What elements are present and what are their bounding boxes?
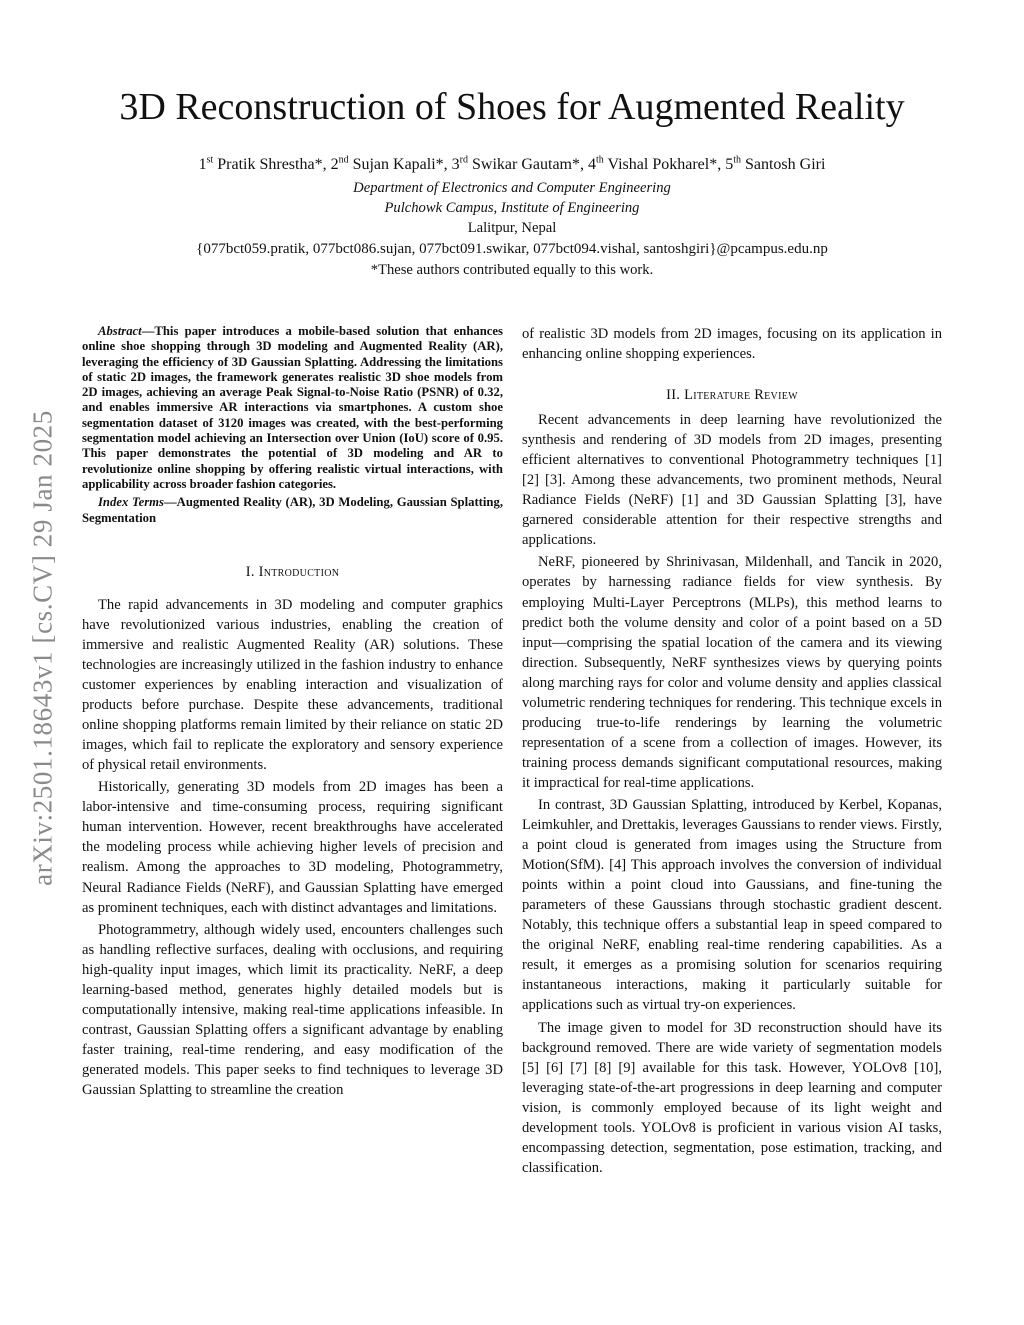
- author: 4th Vishal Pokharel*: [588, 154, 718, 173]
- left-column: [82, 324, 503, 1100]
- author: 5th Santosh Giri: [725, 154, 826, 173]
- paper-title: 3D Reconstruction of Shoes for Augmented Reality: [119, 86, 905, 128]
- abstract-text: —This paper introduces a mobile-based solution that enhances online shoe shopping through 3D modeling and Augmented Reality (AR), leveraging the efficiency of 3D Gaussian Splatting. Addressing the limitations of static 2D images, the framework generates realistic 3D shoe models from 2D images, achieving an average Peak Signal-to-Noise Ratio (PSNR) of 0.32, and enables immersive AR interactions via smartphones. A custom shoe segmentation dataset of 3120 images was created, with the best-performing segmentation model achieving an Intersection over Union (IoU) score of 0.95. This paper demonstrates the potential of 3D modeling and AR to revolutionize online shopping by offering realistic virtual interactions, with applicability across broader fashion categories.: [82, 324, 503, 491]
- paragraph: The image given to model for 3D reconstruction should have its background removed. There are wide variety of segmentation models [5] [6] [7] [8] [9] available for this task. However, YOLOv8 [10], leveraging state-of-the-art progressions in deep learning and computer vision, is commonly employed because of its light weight and development tools. YOLOv8 is proficient in various vision AI tasks, encompassing detection, segmentation, pose estimation, tracking, and classification.: [522, 1019, 942, 1176]
- paragraph: Historically, generating 3D models from 2D images has been a labor-intensive and time-consuming process, requiring significant human intervention. However, recent breakthroughs have accelerated the modeling process while achieving higher levels of precision and realism. Among the approaches to 3D modeling, Photogrammetry, Neural Radiance Fields (NeRF), and Gaussian Splatting have emerged as prominent techniques, each with distinct advantages and limitations.: [82, 779, 503, 916]
- author: 1st Pratik Shrestha*: [198, 154, 323, 173]
- author-list: 1st Pratik Shrestha*, 2nd Sujan Kapali*, 3rd Swikar Gautam*, 4th Vishal Pokharel*, 5th Santosh Giri: [198, 154, 826, 173]
- arxiv-stamp: [8, 355, 78, 940]
- section-heading-literature-review: II. Literature Review: [666, 387, 798, 404]
- equal-contribution-note: *These authors contributed equally to this work.: [370, 262, 654, 278]
- paragraph: Photogrammetry, although widely used, encounters challenges such as handling reflective surfaces, dealing with occlusions, and requiring high-quality input images, which limit its practicality. NeRF, a deep learning-based method, generates highly detailed models but is computationally intensive, making real-time applications infeasible. In contrast, Gaussian Splatting offers a significant advantage by enabling faster training, real-time rendering, and easy modification of the generated models. This paper seeks to find techniques to leverage 3D Gaussian Splatting to streamline the creation: [82, 921, 503, 1098]
- abstract-label: Abstract: [98, 324, 142, 338]
- index-terms: [82, 495, 503, 526]
- affiliation-city: Lalitpur, Nepal: [467, 220, 557, 236]
- author: 3rd Swikar Gautam*: [451, 154, 580, 173]
- abstract: [82, 324, 503, 492]
- paragraph: In contrast, 3D Gaussian Splatting, introduced by Kerbel, Kopanas, Leimkuhler, and Drettakis, leverages Gaussians to render views. Firstly, a point cloud is generated from images using the Structure from Motion(SfM). [4] This approach involves the conversion of individual points within a point cloud into Gaussians, and fine-tuning the parameters of these Gaussians through stochastic gradient descent. Notably, this technique offers a substantial leap in speed compared to the original NeRF, enabling real-time rendering capabilities. As a result, it emerges as a promising solution for scenarios requiring instantaneous interactions, making it particularly suitable for applications such as virtual try-on experiences.: [522, 796, 942, 1014]
- paragraph-continuation: of realistic 3D models from 2D images, focusing on its application in enhancing online shopping experiences.: [522, 326, 942, 363]
- index-terms-label: Index Terms: [98, 495, 164, 510]
- index-terms-text: —Augmented Reality (AR), 3D Modeling, Gaussian Splatting, Segmentation: [82, 495, 503, 525]
- affiliation-department: Department of Electronics and Computer Engineering: [353, 180, 671, 196]
- author-emails: {077bct059.pratik, 077bct086.sujan, 077bct091.swikar, 077bct094.vishal, santoshgiri}@pcampus.edu.np: [196, 241, 828, 257]
- paragraph: NeRF, pioneered by Shrinivasan, Mildenhall, and Tancik in 2020, operates by harnessing radiance fields for view synthesis. By employing Multi-Layer Perceptrons (MLPs), this method learns to predict both the volume density and color of a point based on a 5D input—comprising the spatial location of the camera and its viewing direction. Subsequently, NeRF synthesizes views by querying points along marching rays for color and volume density and applies classical volumetric rendering techniques for rendering. This technique excels in producing true-to-life renderings by learning the volumetric representation of a scene from a collection of images. However, its training process demands significant computational resources, making it impractical for real-time applications.: [522, 554, 942, 791]
- arxiv-stamp-text: arXiv:2501.18643v1 [cs.CV] 29 Jan 2025: [27, 409, 58, 886]
- affiliation-campus: Pulchowk Campus, Institute of Engineering: [384, 200, 640, 216]
- paragraph: The rapid advancements in 3D modeling and computer graphics have revolutionized various industries, enabling the creation of immersive and realistic Augmented Reality (AR) solutions. These technologies are increasingly utilized in the fashion industry to enhance customer experiences by enabling interaction and visualization of products before purchase. Despite these advancements, traditional online shopping platforms remain limited by their reliance on static 2D images, which fail to replicate the exploratory and sensory experience of physical retail environments.: [82, 596, 503, 774]
- author: 2nd Sujan Kapali*: [330, 154, 444, 173]
- section-heading-introduction: I. Introduction: [245, 563, 340, 580]
- paragraph: Recent advancements in deep learning have revolutionized the synthesis and rendering of 3D models from 2D images, presenting efficient alternatives to conventional Photogrammetry techniques [1] [2] [3]. Among these advancements, two prominent methods, Neural Radiance Fields (NeRF) [1] and 3D Gaussian Splatting [3], have garnered considerable attention for their respective strengths and applications.: [522, 412, 942, 549]
- right-column: [522, 324, 942, 1178]
